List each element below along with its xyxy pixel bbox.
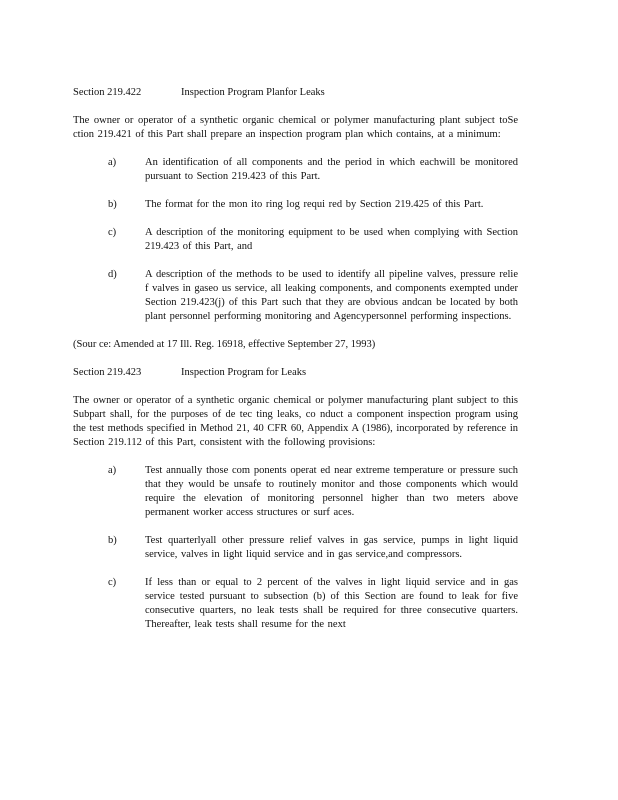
item-label: a) bbox=[108, 157, 117, 168]
list-item bbox=[73, 534, 518, 562]
item-label: c) bbox=[108, 227, 117, 238]
item-list bbox=[73, 156, 518, 324]
list-item bbox=[73, 464, 518, 520]
item-label: b) bbox=[108, 199, 117, 210]
section-number: Section 219.423 bbox=[73, 367, 142, 378]
section-title: Inspection Program for Leaks bbox=[181, 367, 307, 378]
section-intro: The owner or operator of a synthetic organic chemical or polymer manufacturing plant subject to this Subpart shall, for the purposes of de tec ting leaks, co nduct a component inspection program using the test methods specified in Method 21, 40 CFR 60, Appendix A (1986), incorporated by reference in Section 219.112 of this Part, consistent with the following provisions: bbox=[73, 395, 518, 448]
list-item bbox=[73, 156, 518, 184]
source-note: (Sour ce: Amended at 17 Ill. Reg. 16918, effective September 27, 1993) bbox=[73, 339, 376, 350]
list-item bbox=[73, 226, 518, 254]
section-intro: The owner or operator of a synthetic organic chemical or polymer manufacturing plant subject toSe ction 219.421 of this Part shall prepare an inspection program plan which contains, at a minimum: bbox=[73, 115, 518, 140]
item-list bbox=[73, 464, 518, 632]
item-text: Test quarterlyall other pressure relief valves in gas service, pumps in light liquid service, valves in light liquid service and in gas service,and compressors. bbox=[145, 535, 518, 560]
list-item bbox=[73, 268, 518, 324]
item-text: A description of the monitoring equipment to be used when complying with Section 219.423 of this Part, and bbox=[145, 227, 518, 252]
item-label: b) bbox=[108, 535, 117, 546]
item-label: c) bbox=[108, 577, 117, 588]
list-item bbox=[73, 198, 518, 212]
item-text: An identification of all components and the period in which eachwill be monitored pursuant to Section 219.423 of this Part. bbox=[145, 157, 518, 182]
item-text: A description of the methods to be used to identify all pipeline valves, pressure relie f valves in gaseo us service, all leaking components, and components exempted under Section 219.423(j) of this Part such that they are obvious andcan be located by both plant personnel performing monitoring and Agencypersonnel performing inspections. bbox=[145, 269, 518, 322]
item-text: Test annually those com ponents operat ed near extreme temperature or pressure such that they would be unsafe to routinely monitor and those components which would require the elevation of monitoring personnel higher than two meters above permanent worker access structures or surf aces. bbox=[145, 465, 518, 518]
section-number: Section 219.422 bbox=[73, 87, 142, 98]
section-title: Inspection Program Planfor Leaks bbox=[181, 87, 325, 98]
item-label: d) bbox=[108, 269, 117, 280]
section-heading-219-423 bbox=[73, 366, 518, 380]
item-text: The format for the mon ito ring log requi red by Section 219.425 of this Part. bbox=[145, 199, 484, 210]
item-text: If less than or equal to 2 percent of the valves in light liquid service and in gas service tested pursuant to subsection (b) of this Section are found to leak for five consecutive quarters, no leak tests shall be required for three consecutive quarters. Thereafter, leak tests shall resume for the next bbox=[145, 577, 518, 630]
item-label: a) bbox=[108, 465, 117, 476]
section-heading-219-422 bbox=[73, 86, 518, 100]
list-item bbox=[73, 576, 518, 632]
